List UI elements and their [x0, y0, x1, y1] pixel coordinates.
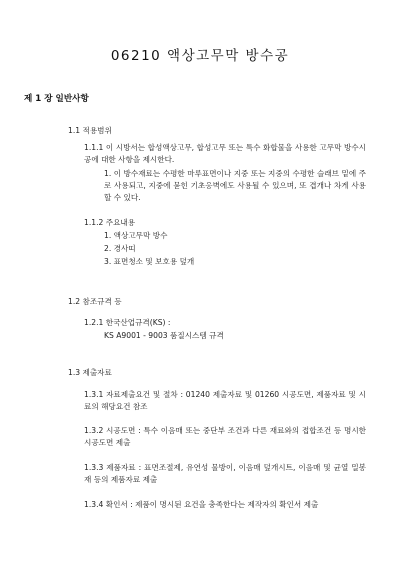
clause-1-3-2: 1.3.2 시공도면 : 특수 이음매 또는 중단부 조건과 다른 재료와의 접합조건 등 명시한 시공도면 제출 [84, 426, 366, 447]
clause-1-3-3: 1.3.3 제품자료 : 표면조절제, 유연성 물방이, 이음매 덮개시트, 이음매 및 균열 밀봉재 등의 제품자료 제출 [84, 463, 366, 484]
section-heading-1-3: 1.3 제출자료 [68, 368, 112, 377]
chapter-heading: 제 1 장 일반사항 [24, 94, 89, 104]
list-item: 2. 경사띠 [104, 244, 136, 253]
page-title: 06210 액상고무막 방수공 [110, 48, 290, 64]
clause-1-3-1: 1.3.1 자료제출요건 및 절차 : 01240 제출자료 및 01260 시공도면, 제품자료 및 시료의 해당요건 참조 [84, 390, 366, 411]
clause-1-2-1-item: KS A9001 - 9003 품질시스템 규격 [104, 331, 224, 340]
clause-1-2-1: 1.2.1 한국산업규격(KS) : [84, 318, 171, 327]
clause-1-3-4: 1.3.4 확인서 : 제품이 명시된 요건을 충족한다는 제작자의 확인서 제출 [84, 500, 319, 509]
clause-1-1-1-item-1: 1. 이 방수재료는 수평한 마루표면이나 지중 또는 지중의 수평한 슬래브 밑에 주로 사용되고, 지중에 묻힌 기초옹벽에도 사용될 수 있으며, 또 겹개나 차게 사용할 수 있다. [104, 169, 366, 202]
clause-1-1-2-heading: 1.1.2 주요내용 [84, 218, 136, 227]
list-item: 3. 표면청소 및 보호용 덮개 [104, 257, 195, 266]
section-heading-1-2: 1.2 참조규격 등 [68, 297, 122, 306]
section-heading-1-1: 1.1 적용범위 [68, 126, 112, 135]
clause-1-1-1: 1.1.1 이 시방서는 합성액상고무, 합성고무 또는 특수 화합물을 사용한 고무막 방수시공에 대한 사항을 제시한다. [84, 143, 366, 164]
list-item: 1. 액상고무막 방수 [104, 231, 168, 240]
